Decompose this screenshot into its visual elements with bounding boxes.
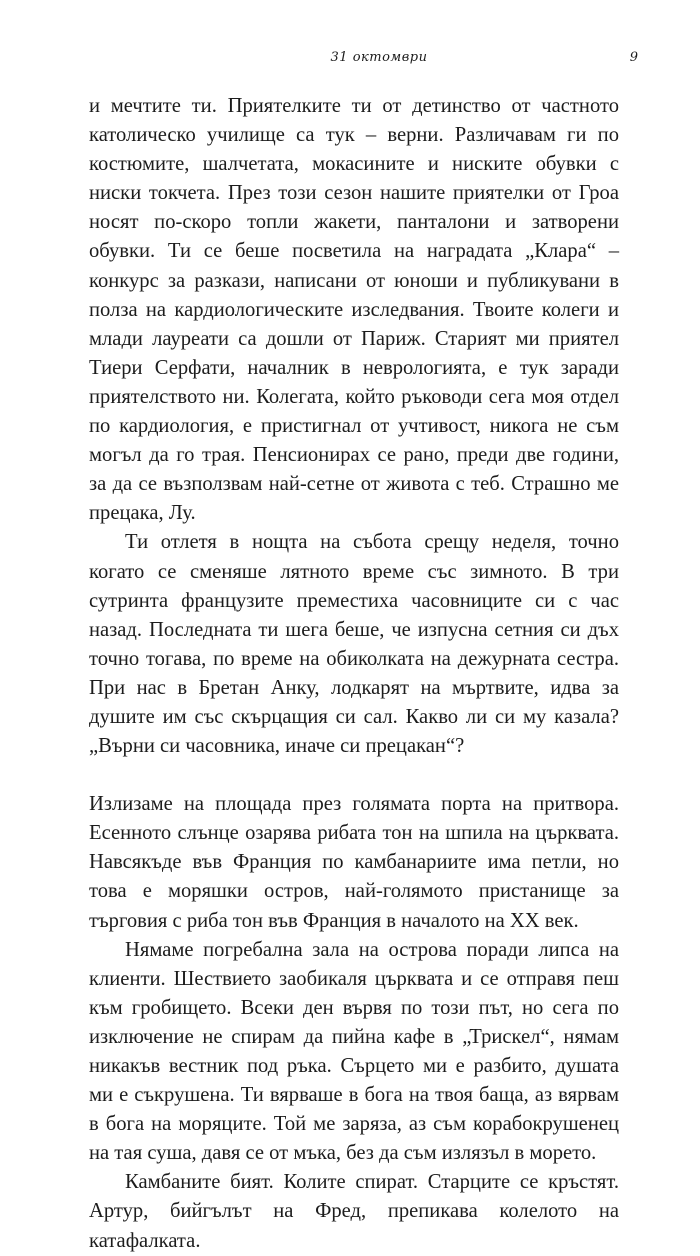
section-break — [89, 761, 619, 790]
chapter-title: 31 октомври — [330, 50, 428, 65]
body-text — [89, 92, 619, 1256]
paragraph: Ти отлетя в нощта на събота срещу неделя, точно когато се сменяше лятното време със зимното. В три сутринта французите преместиха часовниците си с час назад. Последната ти шега беше, че изпусна сетния си дъх точно тогава, по време на обиколката на дежурната сестра. При нас в Бретан Анку, лодкарят на мъртвите, идва за душите им със скърцащия си сал. Какво ли си му казала? „Върни си часовника, иначе си прецакан“? — [89, 531, 619, 758]
paragraph: Камбаните бият. Колите спират. Старците се кръстят. Артур, бийгълът на Фред, препикава колелото на катафалката. — [89, 1171, 619, 1252]
paragraph: Нямаме погребална зала на острова поради липса на клиенти. Шествието заобикаля църквата и се отправя пеш към гробището. Всеки ден вървя по този път, но сега по изключение не спирам да пийна кафе в „Трискел“, нямам никакъв вестник под ръка. Сърцето ми е разбито, душата ми е съкрушена. Ти вярваше в бога на твоя баща, аз вярвам в бога на моряците. Той ме заряза, аз съм корабокрушенец на тая суша, давя се от мъка, без да съм излязъл в морето. — [89, 938, 619, 1165]
page-number: 9 — [629, 50, 638, 65]
running-head — [120, 50, 638, 74]
paragraph: и мечтите ти. Приятелките ти от детинство от частното католическо училище са тук – верни. Различавам ги по костюмите, шалчетата, мокасините и ниските обувки с ниски токчета. През този сезон нашите приятелки от Гроа носят по-скоро топли жакети, панталони и затворени обувки. Ти се беше посветила на наградата „Клара“ – конкурс за разкази, написани от юноши и публикувани в полза на кардиологическите изследвания. Твоите колеги и млади лауреати са дошли от Париж. Старият ми приятел Тиери Серфати, началник в неврологията, е тук заради приятелството ни. Колегата, който ръководи сега моя отдел по кардиология, е пристигнал от учтивост, никога не съм могъл да го трая. Пенсионирах се рано, преди две години, за да се възползвам най-сетне от живота с теб. Страшно ме прецака, Лу. — [89, 95, 619, 525]
paragraph: Излизаме на площада през голямата порта на притвора. Есенното слънце озарява рибата тон на шпила на църквата. Навсякъде във Франция по камбанариите има петли, но това е моряшки остров, най-голямото пристанище за търговия с риба тон във Франция в началото на XX век. — [89, 793, 619, 932]
